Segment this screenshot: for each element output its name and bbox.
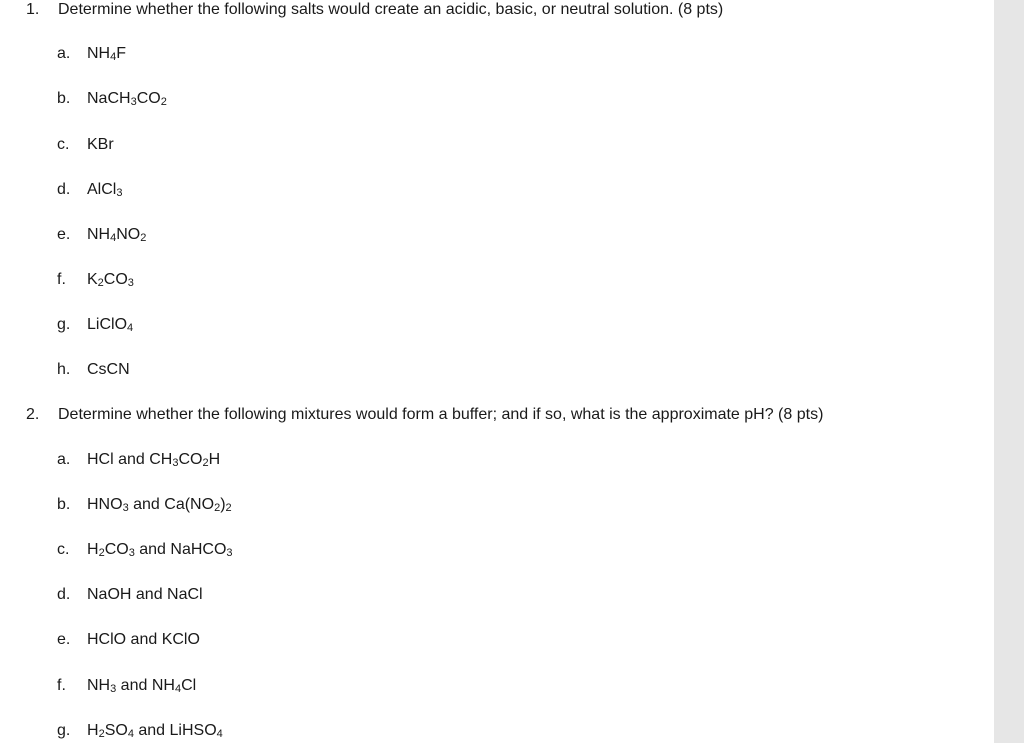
list-item (57, 495, 232, 515)
question-number: 2. (26, 406, 40, 423)
scrollbar-gutter[interactable] (994, 0, 1024, 743)
question-1 (26, 0, 723, 20)
item-formula: HClO and KClO (87, 631, 200, 648)
item-formula: CsCN (87, 361, 130, 378)
item-formula: AlCl$_3$ (87, 181, 123, 199)
item-formula: KBr (87, 136, 114, 153)
list-item (57, 630, 200, 650)
item-letter: g. (57, 316, 71, 333)
list-item (57, 180, 122, 200)
question-prompt: Determine whether the following mixtures would form a buffer; and if so, what is the approximate pH? (8 pts) (58, 406, 824, 423)
item-formula: LiClO$_4$ (87, 316, 134, 334)
list-item (57, 450, 220, 470)
list-item (57, 585, 203, 605)
list-item (57, 270, 134, 290)
item-letter: h. (57, 361, 71, 378)
list-item (57, 44, 126, 64)
item-letter: f. (57, 677, 66, 694)
item-formula: $K_2CO_3$ (87, 271, 134, 289)
list-item (57, 315, 133, 335)
item-letter: b. (57, 90, 71, 107)
item-formula: NaOH and NaCl (87, 586, 203, 603)
item-letter: f. (57, 271, 66, 288)
question-number: 1. (26, 1, 40, 18)
list-item (57, 360, 130, 380)
item-letter: e. (57, 226, 71, 243)
item-letter: a. (57, 451, 71, 468)
item-formula: $NH_3$ and $NH_4Cl$ (87, 677, 197, 695)
item-letter: d. (57, 181, 71, 198)
list-item (57, 721, 223, 741)
item-formula: $H_2CO_3$ and NaHCO$_3$ (87, 541, 233, 559)
item-formula: $NH_4F$ (87, 45, 127, 63)
list-item (57, 676, 196, 696)
item-formula: $NaCH_3CO_2$ (87, 90, 167, 108)
item-letter: c. (57, 541, 70, 558)
item-formula: $HNO_3$ and $Ca(NO_2)_2$ (87, 496, 232, 514)
item-letter: g. (57, 722, 71, 739)
item-formula: $H_2SO_4$ and LiHSO$_4$ (87, 722, 223, 740)
list-item (57, 89, 167, 109)
item-letter: a. (57, 45, 71, 62)
item-letter: b. (57, 496, 71, 513)
question-prompt: Determine whether the following salts would create an acidic, basic, or neutral solution. (8 pts) (58, 1, 724, 18)
item-letter: d. (57, 586, 71, 603)
item-formula: HCl and $CH_3CO_2H$ (87, 451, 221, 469)
list-item (57, 135, 114, 155)
item-formula: $NH_4NO_2$ (87, 226, 147, 244)
list-item (57, 540, 233, 560)
list-item (57, 225, 146, 245)
item-letter: e. (57, 631, 71, 648)
item-letter: c. (57, 136, 70, 153)
question-2 (26, 405, 823, 425)
